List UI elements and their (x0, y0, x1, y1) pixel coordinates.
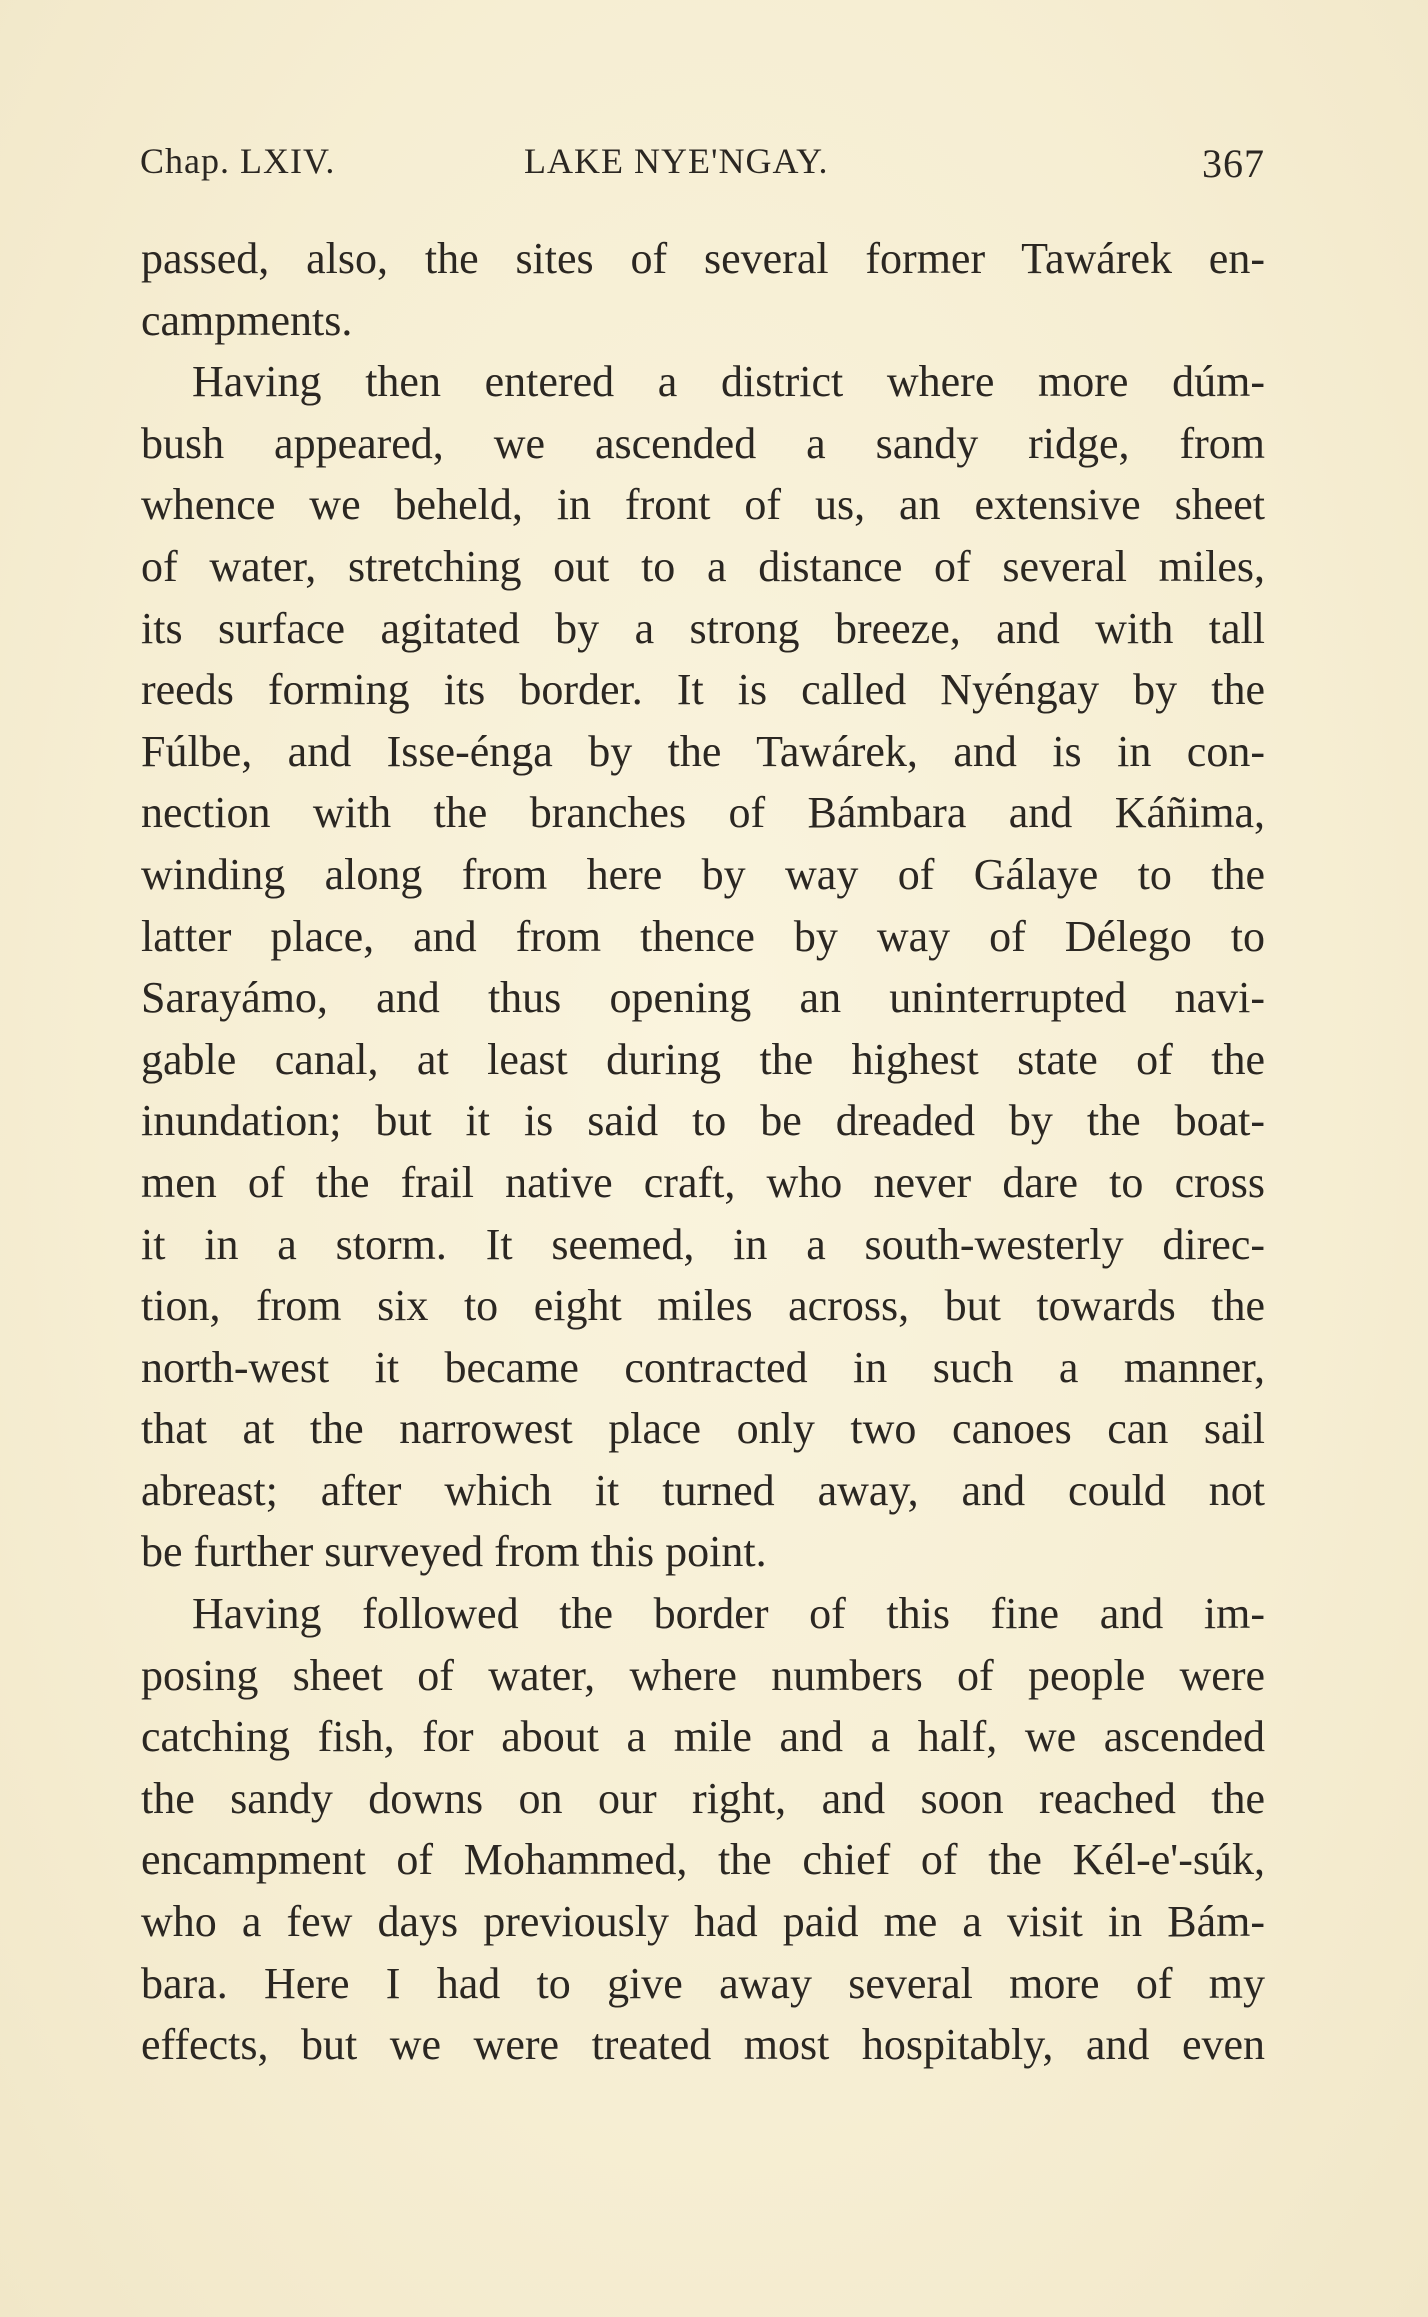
text-line: Having then entered a district where more dúm- (192, 357, 1265, 407)
text-line: bara. Here I had to give away several more of my (141, 1958, 1265, 2008)
running-title: LAKE NYE'NGAY. (524, 141, 829, 181)
text-line: bush appeared, we ascended a sandy ridge, from (141, 418, 1265, 468)
chapter-label: Chap. LXIV. (140, 141, 336, 181)
text-line: the sandy downs on our right, and soon reached the (141, 1773, 1265, 1823)
text-line: who a few days previously had paid me a visit in Bám- (141, 1897, 1265, 1947)
text-line: latter place, and from thence by way of Délego to (141, 911, 1265, 961)
text-line: effects, but we were treated most hospitably, and even (141, 2020, 1265, 2070)
text-line: men of the frail native craft, who never dare to cross (141, 1157, 1265, 1207)
text-line: north-west it became contracted in such a manner, (141, 1342, 1265, 1392)
page-number: 367 (1202, 141, 1265, 186)
running-header (140, 140, 1265, 190)
body-text (141, 228, 1265, 2076)
text-line: reeds forming its border. It is called Nyéngay by the (141, 665, 1265, 715)
text-line: inundation; but it is said to be dreaded by the boat- (141, 1096, 1265, 1146)
text-line: Fúlbe, and Isse-énga by the Tawárek, and is in con- (141, 726, 1265, 776)
text-line: that at the narrowest place only two canoes can sail (141, 1404, 1265, 1454)
text-line: whence we beheld, in front of us, an extensive sheet (141, 480, 1265, 530)
text-line: passed, also, the sites of several former Tawárek en- (141, 234, 1265, 283)
text-line: Having followed the border of this fine and im- (192, 1589, 1265, 1639)
text-line: encampment of Mohammed, the chief of the Kél-e'-súk, (141, 1835, 1265, 1885)
text-line: its surface agitated by a strong breeze, and with tall (141, 603, 1265, 653)
text-line: winding along from here by way of Gálaye to the (141, 849, 1265, 899)
text-line: tion, from six to eight miles across, but towards the (141, 1281, 1265, 1331)
text-line: posing sheet of water, where numbers of people were (141, 1650, 1265, 1700)
text-line: of water, stretching out to a distance of several miles, (141, 541, 1265, 591)
text-line: it in a storm. It seemed, in a south-westerly direc- (141, 1219, 1265, 1269)
text-line: nection with the branches of Bámbara and Káñima, (141, 788, 1265, 838)
text-line: be further surveyed from this point. (141, 1527, 767, 1577)
text-line: abreast; after which it turned away, and could not (141, 1465, 1265, 1515)
text-line: campments. (141, 295, 353, 345)
text-line: catching fish, for about a mile and a half, we ascended (141, 1712, 1265, 1762)
text-line: Sarayámo, and thus opening an uninterrupted navi- (141, 973, 1265, 1023)
text-line: gable canal, at least during the highest state of the (141, 1034, 1265, 1084)
